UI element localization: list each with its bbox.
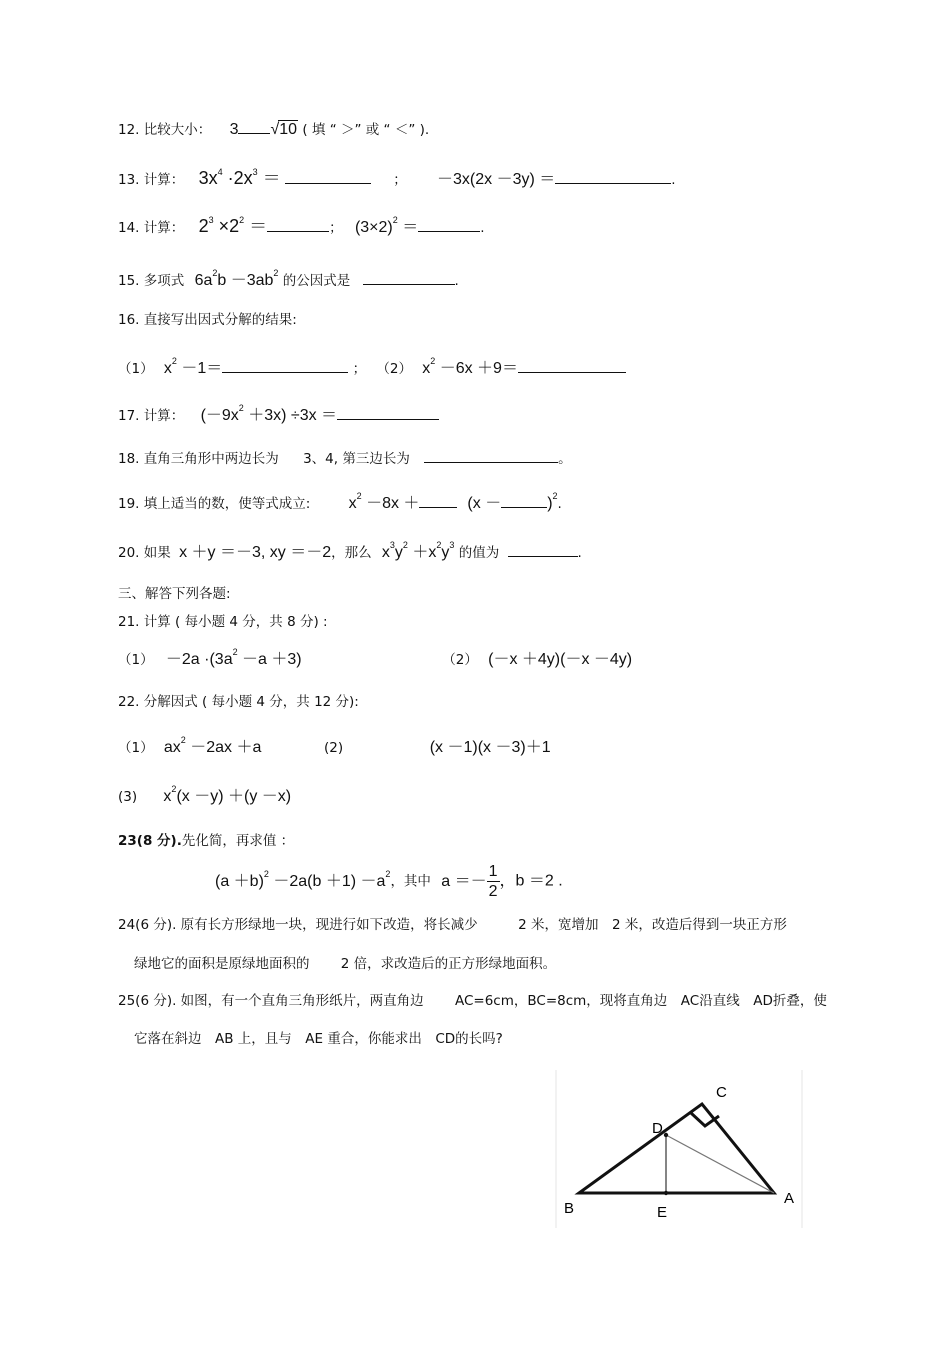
q23-text: 先化简，再求值 ： [181,833,295,849]
point-d [664,1133,668,1137]
q12-label: 12. 比较大小： [118,122,212,138]
question-25-line2: 它落在斜边 AB 上，且与 AE 重合，你能求出 CD的长吗? [134,1031,503,1047]
question-23 [118,832,294,850]
q18-label: 18. 直角三角形中两边长为 [118,451,279,467]
q16-part2-label: （2） [376,361,412,377]
question-23-expr: $(a +b)^2 -2a(b +1) -a^2$，其中 a ＝－ $\frac{1}{2}$ ，b ＝2 . [215,863,563,900]
q23-fraction: $\frac{1}{2}$ [488,863,498,900]
question-21: 21. 计算 ( 每小题 4 分，共 8 分) : [118,614,328,630]
q19-label: 19. 填上适当的数，使等式成立: [118,496,311,512]
q14-blank-1[interactable] [267,217,329,232]
q14-blank-2[interactable] [418,217,480,232]
question-12 [118,119,429,139]
question-22-parts-b [118,784,292,806]
q12-blank[interactable] [238,119,270,134]
label-e: E [657,1204,668,1221]
q16-blank-1[interactable] [222,358,348,373]
question-14: 14. 计算： $2^3 \times 2^2$ ＝ ； $(3\times 2)^2$ ＝ . [118,215,485,236]
section-3-heading: 三、解答下列各题: [118,586,231,602]
q15-expr: $6a^2b -3ab^2$ [194,268,279,289]
q21-part1-label: （1） [118,652,154,668]
label-d: D [652,1120,663,1137]
q22-expr-1: $ax^2 -2ax +a$ [163,735,262,756]
q22-expr-3: $x^2(x -y) +(y -x)$ [163,784,292,805]
q18-values: 3、4, [303,451,339,467]
q16-part1-label: （1） [118,361,154,377]
q20-condition: x ＋y ＝－3, xy ＝－2 [179,544,332,561]
q14-expr-2: $(3\times 2)^2$ ＝ [354,215,419,236]
q19-blank-1[interactable] [419,493,457,508]
q20-tail: 的值为 [458,545,500,561]
q20-blank[interactable] [508,542,578,557]
q14-label: 14. 计算： [118,220,185,236]
q16-expr-2: $x^2 -6x +9=$ [422,356,518,377]
q12-hint: ( 填 “ ＞” 或 “ ＜” ). [302,122,430,138]
question-21-parts [118,647,633,669]
question-19: 19. 填上适当的数，使等式成立: $x^2 -8x + (x - )^2$. [118,491,562,512]
q21-expr-1: $-2a \cdot(3a^2 -a +3)$ [165,647,302,668]
q20-expr: $x^3y^2 +x^2y^3$ [381,540,455,561]
q16-label: 16. 直接写出因式分解的结果: [118,312,297,328]
q23-label: 23(8 分). [118,833,182,849]
q22-expr-2: (x －1)(x －3)＋1 [429,739,551,756]
question-25-line1: 25(6 分). 如图，有一个直角三角形纸片，两直角边 AC=6cm，BC=8cm，现将直角边 AC沿直线 AD折叠，使 [118,993,827,1009]
question-17 [118,405,439,425]
q16-expr-1: $x^2 -1=$ [163,356,223,377]
q13-blank-1[interactable] [285,169,371,184]
q22-part2-label: (2) [324,740,344,756]
label-b: B [564,1200,575,1217]
q22-part3-label: (3) [118,789,138,805]
q14-expr-1: $2^3 \times 2^2$ ＝ [198,215,268,236]
triangle-figure [552,1070,808,1232]
q13-blank-2[interactable] [555,169,671,184]
q19-expr: $x^2 -8x$ ＋ [348,491,420,512]
question-22-parts-a [118,735,551,757]
question-13: 13. 计算： $3x^4 \cdot 2x^3$ ＝ ； －3x(2x －3y) ＝ . [118,167,676,188]
q21-part2-label: （2） [442,652,478,668]
q13-expr-2: －3x(2x －3y) ＝ [437,171,556,188]
q20-label: 20. 如果 [118,545,171,561]
question-22: 22. 分解因式 ( 每小题 4 分，共 12 分): [118,694,359,710]
label-a: A [784,1190,795,1207]
question-20: 20. 如果 x ＋y ＝－3, xy ＝－2，那么 $x^3y^2 +x^2y^3$ 的值为 . [118,540,582,561]
question-16-parts: （1） $x^2 -1=$ ； （2） $x^2 -6x +9=$ [118,358,626,378]
q21-expr-2: (－x ＋4y)(－x －4y) [488,651,633,668]
q16-blank-2[interactable] [518,358,626,373]
q19-blank-2[interactable] [501,493,547,508]
q17-expr: $(-9x^2 +3x) \div 3x$ ＝ [200,403,338,424]
q17-label: 17. 计算： [118,408,185,424]
question-16 [118,311,297,329]
q18-blank[interactable] [424,448,558,463]
q23-a-value: a ＝－ [441,872,487,890]
q23-expr: $(a +b)^2 -2a(b +1) -a^2$ [215,868,391,890]
point-e [664,1191,668,1195]
q22-part1-label: （1） [118,740,154,756]
question-18: 18. 直角三角形中两边长为 3、4, 第三边长为 。 [118,448,572,468]
q18-mid: 第三边长为 [342,451,410,467]
q13-expr-1: $3x^4 \cdot 2x^3$ ＝ [198,167,281,188]
label-c: C [716,1084,727,1101]
question-24-line2: 绿地它的面积是原绿地面积的 2 倍，求改造后的正方形绿地面积。 [134,956,557,972]
q17-blank[interactable] [337,405,439,420]
right-angle-mark [691,1113,719,1126]
q13-label: 13. 计算： [118,172,185,188]
question-15: 15. 多项式 $6a^2b -3ab^2$ 的公因式是 . [118,268,459,289]
q12-left-value: 3 [229,121,239,138]
q13-sep: ； [393,172,407,188]
q15-blank[interactable] [363,270,455,285]
q15-label: 15. 多项式 [118,273,185,289]
q12-sqrt: √10 [270,121,298,138]
segment-ad [666,1135,774,1193]
triangle-abc [579,1104,774,1193]
q15-mid: 的公因式是 [282,273,351,289]
question-24-line1: 24(6 分). 原有长方形绿地一块，现进行如下改造，将长减少 2 米，宽增加 2 米，改造后得到一块正方形 [118,917,787,933]
